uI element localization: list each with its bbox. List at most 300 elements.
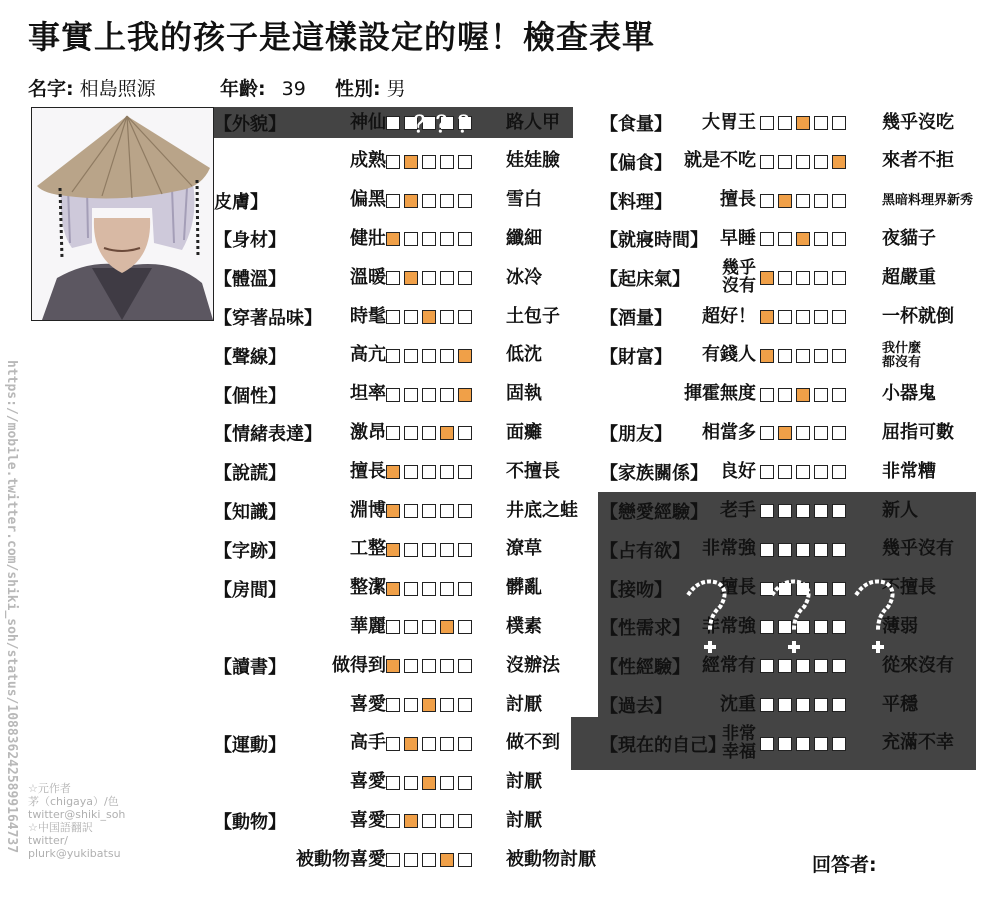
rating-box[interactable] xyxy=(832,310,846,324)
right-extreme-label: 我什麼 都沒有 xyxy=(882,341,922,370)
rating-box-selected[interactable] xyxy=(458,388,472,402)
left-extreme-label: 整潔 xyxy=(350,577,386,599)
rating-box[interactable] xyxy=(404,465,418,479)
rating-box[interactable] xyxy=(440,737,454,751)
row-category: 【讀書】 xyxy=(214,657,286,679)
rating-box-selected[interactable] xyxy=(778,194,792,208)
rating-box[interactable] xyxy=(796,349,810,363)
rating-box[interactable] xyxy=(814,349,828,363)
row-category: 【穿著品味】 xyxy=(214,308,322,329)
rating-box-selected[interactable] xyxy=(796,232,810,246)
gender-field xyxy=(335,74,406,101)
rating-box[interactable] xyxy=(422,426,436,440)
checklist-row xyxy=(214,302,574,332)
name-label: 名字: xyxy=(28,78,74,100)
right-extreme-label: 土包子 xyxy=(506,305,560,327)
rating-boxes xyxy=(386,729,472,759)
checklist-row xyxy=(214,768,574,798)
rating-box[interactable] xyxy=(796,659,810,673)
rating-box[interactable] xyxy=(422,232,436,246)
rating-box[interactable] xyxy=(422,582,436,596)
rating-box[interactable] xyxy=(760,426,774,440)
rating-box[interactable] xyxy=(796,465,810,479)
rating-box[interactable] xyxy=(458,465,472,479)
credit-line: twitter@shiki_soh xyxy=(28,808,126,821)
rating-box-selected[interactable] xyxy=(404,814,418,828)
rating-box[interactable] xyxy=(814,155,828,169)
rating-boxes xyxy=(760,186,846,216)
rating-box[interactable] xyxy=(458,737,472,751)
left-extreme-label: 老手 xyxy=(720,499,756,521)
rating-boxes xyxy=(760,302,846,332)
rating-box[interactable] xyxy=(440,504,454,518)
rating-box[interactable] xyxy=(814,426,828,440)
right-extreme-label: 不擅長 xyxy=(506,460,560,482)
checklist-row xyxy=(600,341,1000,371)
rating-box[interactable] xyxy=(404,426,418,440)
checklist-row xyxy=(600,186,1000,216)
right-extreme-label: 新人 xyxy=(882,499,918,521)
rating-box[interactable] xyxy=(778,271,792,285)
rating-box[interactable] xyxy=(404,776,418,790)
rating-box-selected[interactable] xyxy=(386,659,400,673)
row-category: 【家族關係】 xyxy=(600,463,708,485)
rating-box[interactable] xyxy=(814,698,828,712)
rating-box[interactable] xyxy=(832,465,846,479)
rating-box[interactable] xyxy=(778,388,792,402)
right-extreme-label: 小器鬼 xyxy=(882,383,936,405)
rating-boxes xyxy=(386,690,472,720)
rating-box[interactable] xyxy=(404,349,418,363)
rating-box[interactable] xyxy=(778,465,792,479)
rating-boxes xyxy=(386,380,472,410)
rating-box[interactable] xyxy=(832,388,846,402)
rating-box[interactable] xyxy=(422,543,436,557)
rating-box-selected[interactable] xyxy=(796,388,810,402)
row-category: 【個性】 xyxy=(214,385,286,407)
left-extreme-label: 幾乎 沒有 xyxy=(722,258,756,297)
rating-box-selected[interactable] xyxy=(386,232,400,246)
rating-box[interactable] xyxy=(458,582,472,596)
right-extreme-label: 纖細 xyxy=(506,227,542,249)
row-category: 【戀愛經驗】 xyxy=(600,502,708,523)
checklist-row xyxy=(600,457,1000,487)
right-extreme-label: 樸素 xyxy=(506,615,542,637)
rating-box[interactable] xyxy=(458,698,472,712)
rating-box-selected[interactable] xyxy=(422,776,436,790)
checklist-row xyxy=(600,380,1000,410)
rating-box[interactable] xyxy=(440,465,454,479)
rating-box[interactable] xyxy=(796,698,810,712)
credits xyxy=(28,782,125,860)
rating-box[interactable] xyxy=(458,426,472,440)
rating-box[interactable] xyxy=(404,853,418,867)
checklist-row xyxy=(214,612,574,642)
checklist-row xyxy=(600,535,1000,565)
rating-box[interactable] xyxy=(440,271,454,285)
rating-box[interactable] xyxy=(422,465,436,479)
right-extreme-label: 一杯就倒 xyxy=(882,305,954,327)
rating-box[interactable] xyxy=(832,737,846,751)
row-category: 【字跡】 xyxy=(214,540,286,562)
rating-box[interactable] xyxy=(814,271,828,285)
rating-box[interactable] xyxy=(760,659,774,673)
checklist-row xyxy=(214,729,574,759)
rating-box[interactable] xyxy=(440,155,454,169)
rating-box[interactable] xyxy=(778,349,792,363)
rating-box[interactable] xyxy=(458,155,472,169)
checklist-row xyxy=(600,302,1000,332)
unknown-overlay: ？？？ xyxy=(414,112,481,138)
row-category: 【房間】 xyxy=(214,579,286,601)
checklist-row xyxy=(214,806,574,836)
left-extreme-label: 喜愛 xyxy=(350,693,386,715)
row-category: 【體溫】 xyxy=(214,269,286,291)
rating-boxes xyxy=(760,108,846,138)
rating-box[interactable] xyxy=(796,271,810,285)
right-extreme-label: 髒亂 xyxy=(506,577,542,599)
rating-box[interactable] xyxy=(760,698,774,712)
right-extreme-label: 非常糟 xyxy=(882,460,936,482)
rating-box-selected[interactable] xyxy=(796,116,810,130)
rating-box[interactable] xyxy=(386,194,400,208)
rating-box[interactable] xyxy=(778,232,792,246)
row-category: 【起床氣】 xyxy=(600,269,690,291)
rating-box[interactable] xyxy=(422,194,436,208)
rating-box[interactable] xyxy=(814,232,828,246)
rating-box-selected[interactable] xyxy=(422,698,436,712)
rating-box[interactable] xyxy=(832,271,846,285)
rating-box[interactable] xyxy=(760,465,774,479)
right-extreme-label: 超嚴重 xyxy=(882,266,936,288)
right-extreme-label: 從來沒有 xyxy=(882,654,954,676)
rating-box[interactable] xyxy=(832,116,846,130)
rating-box[interactable] xyxy=(778,116,792,130)
right-extreme-label: 充滿不幸 xyxy=(882,732,954,754)
rating-box[interactable] xyxy=(814,388,828,402)
rating-box[interactable] xyxy=(814,194,828,208)
rating-box[interactable] xyxy=(832,504,846,518)
rating-box[interactable] xyxy=(440,543,454,557)
rating-box[interactable] xyxy=(386,620,400,634)
checklist-row xyxy=(214,147,574,177)
rating-boxes xyxy=(386,612,472,642)
rating-box[interactable] xyxy=(458,776,472,790)
right-extreme-label: 平穩 xyxy=(882,693,918,715)
rating-box[interactable] xyxy=(796,543,810,557)
checklist-row xyxy=(214,263,574,293)
rating-box[interactable] xyxy=(458,310,472,324)
rating-box[interactable] xyxy=(386,814,400,828)
rating-boxes xyxy=(386,496,472,526)
rating-box[interactable] xyxy=(386,776,400,790)
row-category: 【性需求】 xyxy=(600,618,690,640)
rating-box[interactable] xyxy=(440,582,454,596)
row-category: 【財富】 xyxy=(600,346,672,368)
checklist-row xyxy=(214,108,574,138)
rating-box[interactable] xyxy=(440,814,454,828)
rating-box[interactable] xyxy=(458,504,472,518)
rating-box-selected[interactable] xyxy=(386,465,400,479)
rating-box[interactable] xyxy=(778,504,792,518)
rating-boxes xyxy=(386,845,472,875)
rating-boxes xyxy=(760,690,846,720)
rating-box[interactable] xyxy=(386,388,400,402)
rating-box[interactable] xyxy=(386,698,400,712)
rating-box[interactable] xyxy=(440,388,454,402)
rating-box[interactable] xyxy=(422,388,436,402)
left-extreme-label: 非常強 xyxy=(702,538,756,560)
rating-box[interactable] xyxy=(796,504,810,518)
rating-box-selected[interactable] xyxy=(760,271,774,285)
rating-box[interactable] xyxy=(404,620,418,634)
left-extreme-label: 健壯 xyxy=(350,227,386,249)
row-category: 【身材】 xyxy=(214,230,286,252)
rating-box[interactable] xyxy=(760,194,774,208)
left-extreme-label: 就是不吃 xyxy=(684,150,756,172)
row-category: 【外貌】 xyxy=(214,114,286,135)
rating-box-selected[interactable] xyxy=(404,155,418,169)
credit-line: plurk@yukibatsu xyxy=(28,847,121,860)
rating-box-selected[interactable] xyxy=(440,620,454,634)
rating-box[interactable] xyxy=(458,659,472,673)
rating-box[interactable] xyxy=(422,620,436,634)
rating-box[interactable] xyxy=(458,271,472,285)
rating-boxes xyxy=(760,457,846,487)
rating-box[interactable] xyxy=(796,155,810,169)
checklist-row xyxy=(600,418,1000,448)
rating-box[interactable] xyxy=(778,155,792,169)
right-extreme-label: 討厭 xyxy=(506,693,542,715)
rating-box-selected[interactable] xyxy=(440,426,454,440)
right-extreme-label: 被動物討厭 xyxy=(506,848,596,870)
rating-box[interactable] xyxy=(778,659,792,673)
rating-box[interactable] xyxy=(386,310,400,324)
rating-box-selected[interactable] xyxy=(760,310,774,324)
character-portrait xyxy=(31,107,214,321)
rating-boxes xyxy=(760,496,846,526)
left-extreme-label: 坦率 xyxy=(350,383,386,405)
left-extreme-label: 偏黑 xyxy=(350,189,386,211)
rating-box[interactable] xyxy=(440,698,454,712)
rating-box[interactable] xyxy=(814,504,828,518)
source-url-text: https://mobile.twitter.com/shiki_soh/status/1088362425899164737 xyxy=(4,360,19,854)
age-label: 年齡: xyxy=(220,78,266,100)
rating-box[interactable] xyxy=(422,853,436,867)
rating-box[interactable] xyxy=(458,620,472,634)
checklist-row xyxy=(214,574,574,604)
rating-box[interactable] xyxy=(440,194,454,208)
checklist-row xyxy=(600,147,1000,177)
right-extreme-label: 路人甲 xyxy=(506,111,560,133)
rating-box[interactable] xyxy=(814,116,828,130)
rating-box-selected[interactable] xyxy=(404,194,418,208)
rating-box[interactable] xyxy=(832,349,846,363)
rating-box[interactable] xyxy=(386,271,400,285)
right-extreme-label: 娃娃臉 xyxy=(506,150,560,172)
rating-box[interactable] xyxy=(458,194,472,208)
left-extreme-label: 被動物喜愛 xyxy=(296,848,386,870)
rating-box[interactable] xyxy=(796,310,810,324)
left-extreme-label: 非常 幸福 xyxy=(722,723,756,762)
rating-box[interactable] xyxy=(386,737,400,751)
rating-boxes xyxy=(760,535,846,565)
left-extreme-label: 喜愛 xyxy=(350,771,386,793)
credit-line: twitter/ xyxy=(28,834,68,847)
rating-box[interactable] xyxy=(814,659,828,673)
row-category: 【性經驗】 xyxy=(600,657,690,679)
rating-box[interactable] xyxy=(404,310,418,324)
rating-box[interactable] xyxy=(440,310,454,324)
rating-box[interactable] xyxy=(814,310,828,324)
rating-box[interactable] xyxy=(440,232,454,246)
rating-box[interactable] xyxy=(796,426,810,440)
checklist-row xyxy=(214,418,574,448)
rating-box[interactable] xyxy=(386,116,400,130)
rating-box-selected[interactable] xyxy=(386,543,400,557)
checklist-row xyxy=(214,380,574,410)
left-extreme-label: 非常強 xyxy=(702,615,756,637)
rating-box[interactable] xyxy=(760,543,774,557)
rating-box[interactable] xyxy=(814,737,828,751)
rating-box[interactable] xyxy=(422,659,436,673)
rating-box[interactable] xyxy=(778,737,792,751)
rating-box[interactable] xyxy=(422,271,436,285)
rating-box[interactable] xyxy=(422,737,436,751)
right-extreme-label: 面癱 xyxy=(506,421,542,443)
rating-box[interactable] xyxy=(404,232,418,246)
rating-box[interactable] xyxy=(814,465,828,479)
row-category: 【接吻】 xyxy=(600,579,672,601)
rating-box[interactable] xyxy=(440,776,454,790)
rating-box[interactable] xyxy=(778,543,792,557)
rating-box[interactable] xyxy=(832,543,846,557)
rating-boxes xyxy=(386,457,472,487)
right-extreme-label: 黑暗料理界新秀 xyxy=(882,192,974,208)
left-extreme-label: 做得到 xyxy=(332,654,386,676)
rating-box[interactable] xyxy=(440,659,454,673)
rating-box[interactable] xyxy=(458,232,472,246)
rating-box[interactable] xyxy=(760,116,774,130)
rating-box[interactable] xyxy=(422,814,436,828)
checklist-row xyxy=(214,845,596,875)
rating-box[interactable] xyxy=(458,814,472,828)
row-category: 【過去】 xyxy=(600,696,672,717)
rating-boxes xyxy=(760,224,846,254)
rating-box[interactable] xyxy=(422,504,436,518)
rating-box[interactable] xyxy=(404,504,418,518)
rating-boxes xyxy=(386,302,472,332)
rating-box-selected[interactable] xyxy=(386,582,400,596)
rating-box[interactable] xyxy=(404,582,418,596)
rating-box[interactable] xyxy=(386,349,400,363)
rating-box[interactable] xyxy=(386,155,400,169)
rating-box[interactable] xyxy=(832,194,846,208)
rating-box[interactable] xyxy=(760,737,774,751)
left-extreme-label: 經常有 xyxy=(702,654,756,676)
rating-boxes xyxy=(386,806,472,836)
left-extreme-label: 相當多 xyxy=(702,421,756,443)
right-extreme-label: 屈指可數 xyxy=(882,421,954,443)
rating-box-selected[interactable] xyxy=(760,349,774,363)
rating-box[interactable] xyxy=(832,659,846,673)
left-extreme-label: 華麗 xyxy=(350,615,386,637)
checklist-row xyxy=(600,496,1000,526)
left-extreme-label: 沈重 xyxy=(720,693,756,715)
right-extreme-label: 潦草 xyxy=(506,538,542,560)
rating-box[interactable] xyxy=(796,737,810,751)
rating-box-selected[interactable] xyxy=(404,737,418,751)
rating-box[interactable] xyxy=(760,504,774,518)
rating-box[interactable] xyxy=(422,349,436,363)
row-category: 【朋友】 xyxy=(600,424,672,446)
source-url-vertical xyxy=(2,360,24,870)
rating-box[interactable] xyxy=(760,232,774,246)
rating-box[interactable] xyxy=(760,388,774,402)
row-category: 皮膚】 xyxy=(214,191,268,213)
checklist-row xyxy=(214,690,574,720)
left-extreme-label: 揮霍無度 xyxy=(684,383,756,405)
rating-boxes xyxy=(386,341,472,371)
rating-box[interactable] xyxy=(440,349,454,363)
row-category: 【就寢時間】 xyxy=(600,230,708,252)
rating-box[interactable] xyxy=(760,155,774,169)
rating-box-selected[interactable] xyxy=(422,310,436,324)
rating-box[interactable] xyxy=(832,426,846,440)
rating-boxes xyxy=(386,147,472,177)
right-extreme-label: 固執 xyxy=(506,383,542,405)
left-extreme-label: 溫暖 xyxy=(350,266,386,288)
left-extreme-label: 擅長 xyxy=(350,460,386,482)
rating-box[interactable] xyxy=(778,310,792,324)
rating-box[interactable] xyxy=(404,698,418,712)
left-extreme-label: 大胃王 xyxy=(702,111,756,133)
credit-line: ☆中国語翻訳 xyxy=(28,821,93,834)
rating-box[interactable] xyxy=(404,388,418,402)
checklist-row xyxy=(600,108,1000,138)
left-extreme-label: 時髦 xyxy=(350,305,386,327)
rating-box-selected[interactable] xyxy=(832,155,846,169)
rating-box[interactable] xyxy=(832,232,846,246)
rating-box[interactable] xyxy=(404,659,418,673)
rating-box[interactable] xyxy=(386,853,400,867)
rating-box-selected[interactable] xyxy=(458,349,472,363)
rating-box[interactable] xyxy=(796,194,810,208)
checklist-row xyxy=(600,690,1000,720)
right-extreme-label: 做不到 xyxy=(506,732,560,754)
left-extreme-label: 良好 xyxy=(720,460,756,482)
rating-box-selected[interactable] xyxy=(404,271,418,285)
rating-boxes xyxy=(760,147,846,177)
left-extreme-label: 有錢人 xyxy=(702,344,756,366)
rating-box[interactable] xyxy=(458,853,472,867)
rating-box[interactable] xyxy=(458,543,472,557)
rating-box[interactable] xyxy=(778,698,792,712)
rating-box[interactable] xyxy=(404,543,418,557)
answerer-label: 回答者: xyxy=(812,854,877,876)
gender-value: 男 xyxy=(386,78,406,100)
right-extreme-label: 幾乎沒有 xyxy=(882,538,954,560)
rating-boxes xyxy=(760,418,846,448)
rating-boxes xyxy=(386,186,472,216)
rating-box[interactable] xyxy=(814,543,828,557)
rating-box[interactable] xyxy=(386,426,400,440)
rating-box-selected[interactable] xyxy=(440,853,454,867)
rating-box-selected[interactable] xyxy=(778,426,792,440)
rating-box-selected[interactable] xyxy=(386,504,400,518)
rating-box[interactable] xyxy=(422,155,436,169)
rating-box[interactable] xyxy=(832,698,846,712)
